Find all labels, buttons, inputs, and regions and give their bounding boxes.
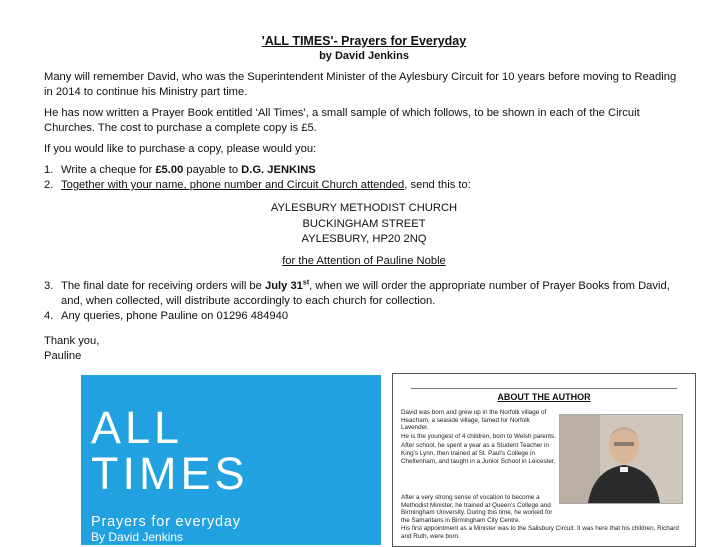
book-title-line1: ALL: [91, 402, 184, 453]
price: £5.00: [155, 164, 184, 176]
attention-line: for the Attention of Pauline Noble: [282, 254, 446, 267]
list-item: 2. Together with your name, phone number and Circuit Church attended, send this to:: [44, 179, 471, 191]
about-author-text: David was born and grew up in the Norfolk village of Heacham, a seaside village, famed for Norfolk Lavender. He is the youngest of 4 children, born to Welsh parents. After school, he spent a year as a Student Teacher in King’s Lynn, then trained at St. Paul’s College in Cheltenham, and taught in a Junior School in Leicester.: [401, 409, 556, 465]
document-title: 'ALL TIMES'- Prayers for Everyday: [261, 34, 467, 48]
book-cover-image: [81, 375, 381, 545]
deadline-date: July 31st: [264, 278, 310, 292]
author-portrait-icon: [560, 415, 682, 503]
payee: D.G. JENKINS: [241, 164, 316, 176]
about-author-heading: ABOUT THE AUTHOR: [497, 392, 591, 402]
book-paragraph: He has now written a Prayer Book entitled ‘All Times’, a small sample of which follows, to be shown in each of the Circuit Churches. The cost to purchase a complete copy is £5.: [44, 107, 640, 134]
list-item: 1. Write a cheque for £5.00 payable to D.G. JENKINS: [44, 164, 316, 176]
book-title-line2: TIMES: [91, 448, 249, 499]
book-subtitle: Prayers for everyday: [91, 514, 241, 530]
instruction-list-continued: [44, 279, 684, 324]
author-photo: [559, 414, 683, 504]
about-author-panel: [392, 373, 696, 547]
about-author-text-wide: After a very strong sense of vocation to become a Methodist Minister, he trained at Queen’s College and Birmingham University. During this time, he worked for the Samaritans in Birmingham City Centre. His first appointment as a Minister was to the Salisbury Circuit. It was here that his children, Richard and Ruth, were born.: [401, 494, 679, 540]
instruction-list: [44, 163, 684, 193]
notice-document: [44, 34, 684, 364]
book-author: By David Jenkins: [91, 530, 184, 544]
divider: [411, 388, 677, 389]
signoff: Thank you, Pauline: [44, 334, 100, 362]
list-item: 3. The final date for receiving orders will be July 31st, when we will order the appropriate number of Prayer Books from David, and, when collected, will distribute accordingly to each church for collection.: [44, 278, 670, 307]
postal-address: AYLESBURY METHODIST CHURCH BUCKINGHAM STREET AYLESBURY, HP20 2NQ: [270, 202, 458, 245]
document-byline: by David Jenkins: [319, 50, 409, 62]
list-item: 4. Any queries, phone Pauline on 01296 484940: [44, 309, 289, 322]
intro-paragraph: Many will remember David, who was the Superintendent Minister of the Aylesbury Circuit for 10 years before moving to Reading in 2014 to continue his Ministry part time.: [44, 71, 677, 98]
instructions-paragraph: If you would like to purchase a copy, please would you:: [44, 143, 317, 155]
